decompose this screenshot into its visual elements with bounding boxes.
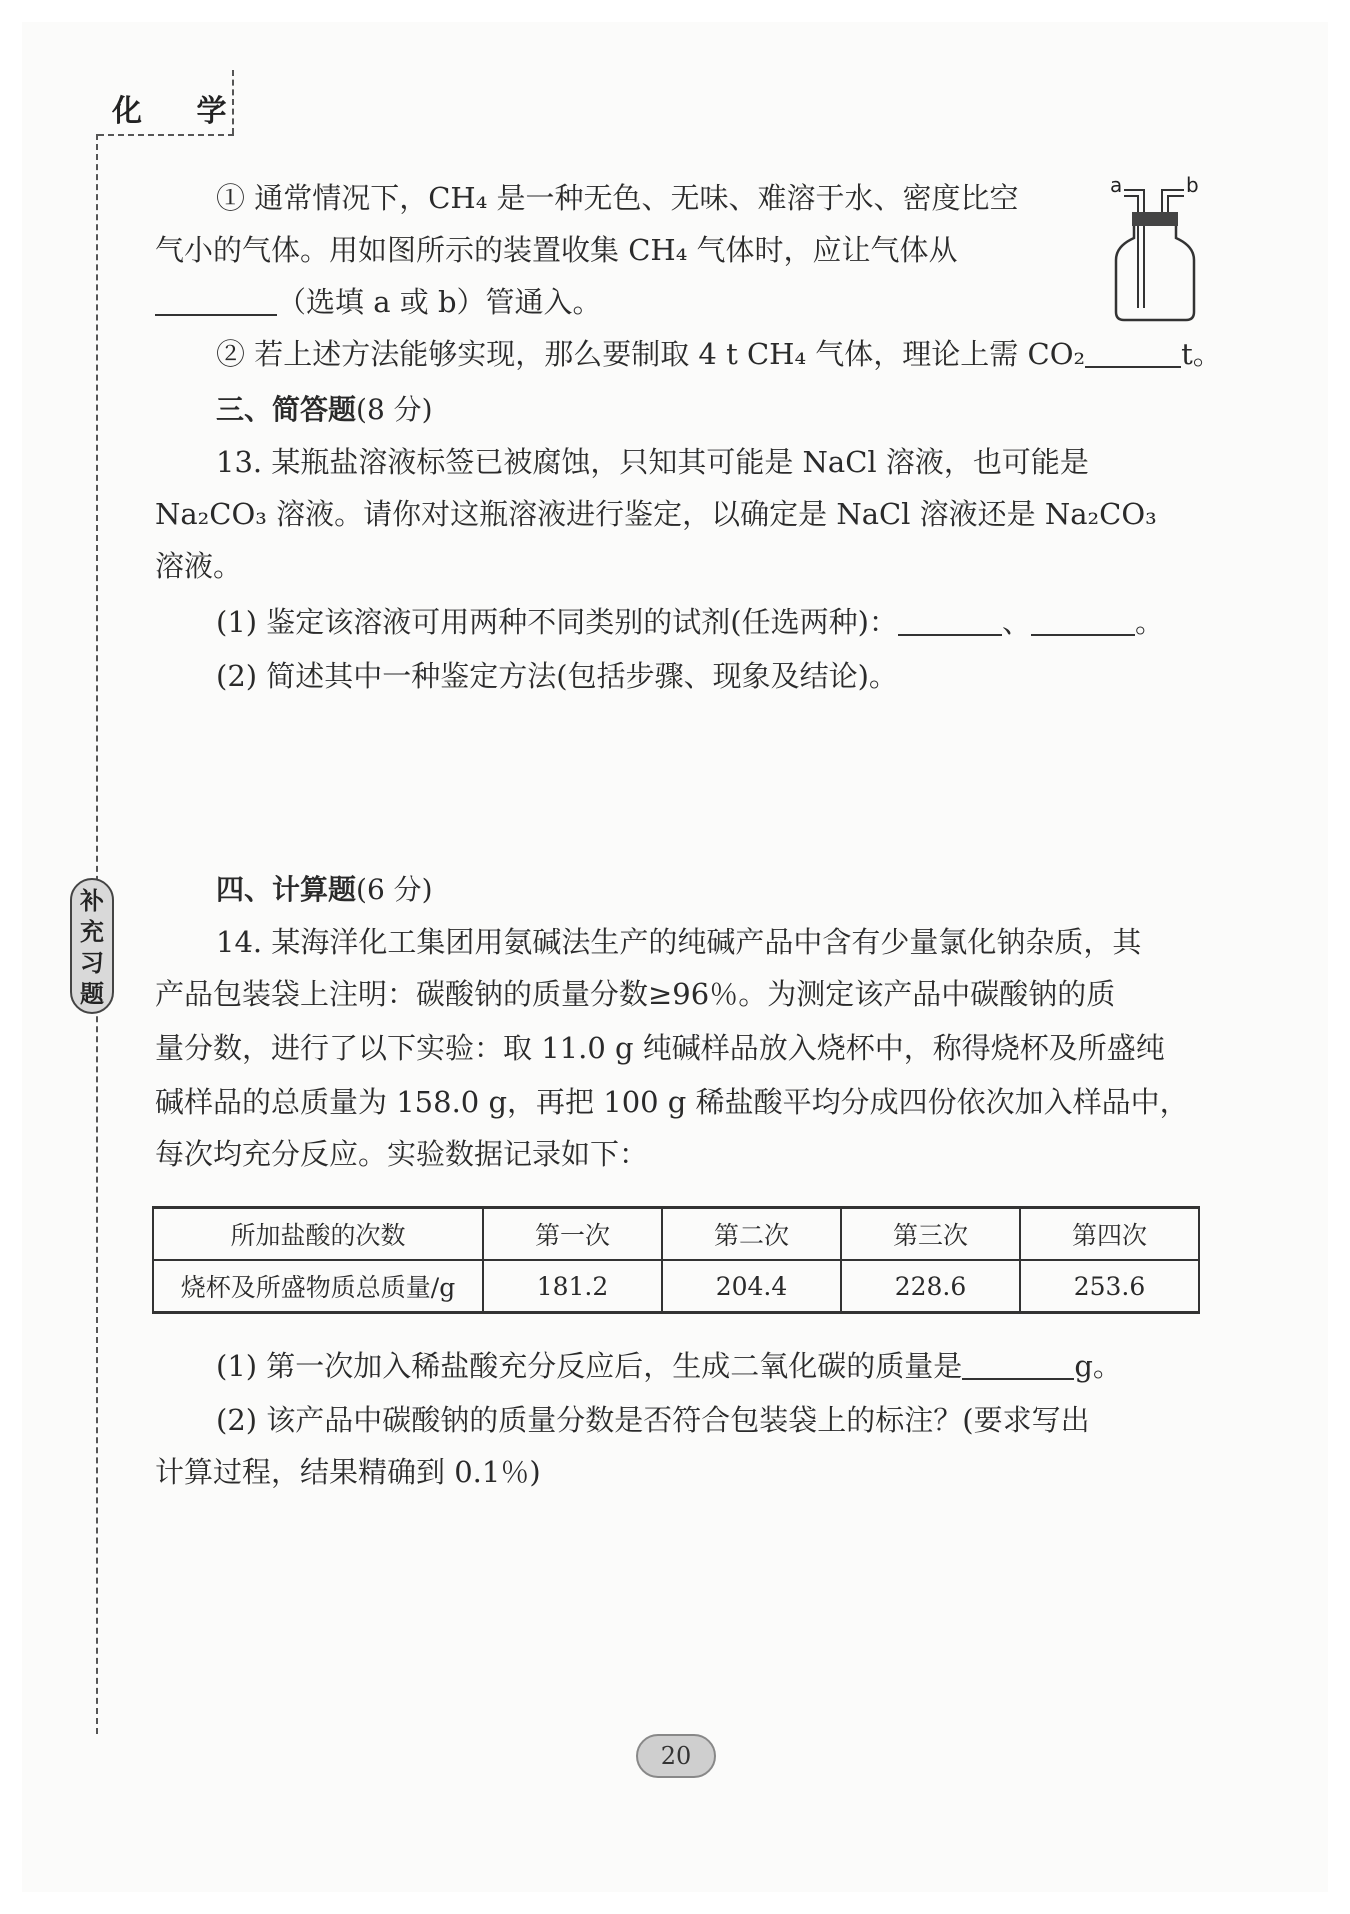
- q14-line2: 产品包装袋上注明：碳酸钠的质量分数≥96％。为测定该产品中碳酸钠的质: [155, 977, 1116, 1011]
- section-3-title-text: 三、简答题: [216, 393, 357, 426]
- q12-part2-unit: t。: [1181, 337, 1222, 371]
- q14-line1: 14. 某海洋化工集团用氨碱法生产的纯碱产品中含有少量氯化钠杂质，其: [216, 925, 1142, 959]
- stopper: [1132, 212, 1178, 226]
- gas-bottle-figure: [1100, 176, 1210, 326]
- answer-blank[interactable]: [898, 608, 1002, 636]
- q13-sub2: (2) 简述其中一种鉴定方法(包括步骤、现象及结论)。: [216, 659, 898, 693]
- section-4-points: (6 分): [356, 873, 433, 906]
- header-divider-horizontal: [98, 134, 234, 136]
- subject-title: 化 学: [112, 94, 249, 129]
- table-header-row: [153, 1208, 1199, 1261]
- flask-label-b: b: [1186, 176, 1199, 197]
- answer-blank[interactable]: [1085, 340, 1181, 368]
- section-3-title: [216, 388, 433, 428]
- q13-line2: Na₂CO₃ 溶液。请你对这瓶溶液进行鉴定，以确定是 NaCl 溶液还是 Na₂CO₃: [155, 497, 1157, 531]
- table-header-cell: 第四次: [1020, 1208, 1199, 1261]
- section-4-title: [216, 868, 433, 908]
- table-cell: 204.4: [662, 1260, 841, 1313]
- data-table: [152, 1206, 1200, 1314]
- q14-sub1-text: (1) 第一次加入稀盐酸充分反应后，生成二氧化碳的质量是: [216, 1349, 963, 1383]
- header-divider-vertical: [232, 70, 234, 134]
- table-row: [153, 1260, 1199, 1313]
- table-cell: 烧杯及所盛物质总质量/g: [153, 1260, 483, 1313]
- side-tab-label: 补充习题: [80, 887, 104, 1008]
- answer-blank[interactable]: [1031, 608, 1135, 636]
- section-4-title-text: 四、计算题: [216, 873, 357, 906]
- q12-part1-line3: [155, 280, 602, 321]
- table-cell: 181.2: [483, 1260, 662, 1313]
- q14-sub1: [216, 1344, 1122, 1385]
- flask-label-a: a: [1110, 176, 1123, 197]
- q12-part1-line2: 气小的气体。用如图所示的装置收集 CH₄ 气体时，应让气体从: [155, 233, 958, 267]
- q13-sub1-end: 。: [1134, 605, 1164, 639]
- table-cell: 228.6: [841, 1260, 1020, 1313]
- answer-blank[interactable]: [962, 1352, 1074, 1380]
- table-header-cell: 所加盐酸的次数: [153, 1208, 483, 1261]
- tube-a: [1124, 190, 1144, 308]
- q13-sub1-separator: 、: [1001, 605, 1031, 639]
- q14-line3: 量分数，进行了以下实验：取 11.0 g 纯碱样品放入烧杯中，称得烧杯及所盛纯: [155, 1031, 1165, 1065]
- q14-line5: 每次均充分反应。实验数据记录如下：: [155, 1137, 649, 1171]
- q14-line4: 碱样品的总质量为 158.0 g，再把 100 g 稀盐酸平均分成四份依次加入样品中，: [155, 1085, 1189, 1119]
- table-header-cell: 第三次: [841, 1208, 1020, 1261]
- q13-line1: 13. 某瓶盐溶液标签已被腐蚀，只知其可能是 NaCl 溶液，也可能是: [216, 445, 1089, 479]
- table-header-cell: 第一次: [483, 1208, 662, 1261]
- table-cell: 253.6: [1020, 1260, 1199, 1313]
- q13-sub1-text: (1) 鉴定该溶液可用两种不同类别的试剂(任选两种)：: [216, 605, 898, 639]
- q13-line3: 溶液。: [155, 549, 243, 583]
- q14-sub2-line1: (2) 该产品中碳酸钠的质量分数是否符合包装袋上的标注？(要求写出: [216, 1403, 1090, 1437]
- answer-blank[interactable]: [155, 288, 277, 316]
- q12-part1-line1: ① 通常情况下，CH₄ 是一种无色、无味、难溶于水、密度比空: [216, 181, 1019, 215]
- side-tab: [70, 878, 114, 1014]
- q12-part2-text: ② 若上述方法能够实现，那么要制取 4 t CH₄ 气体，理论上需 CO₂: [216, 337, 1086, 371]
- page-number: 20: [636, 1734, 716, 1778]
- bottle: [1116, 226, 1194, 320]
- q14-sub2-line2: 计算过程，结果精确到 0.1％): [155, 1455, 541, 1489]
- q12-part2: [216, 332, 1222, 373]
- section-3-points: (8 分): [356, 393, 433, 426]
- q13-sub1: [216, 600, 1164, 641]
- table-header-cell: 第二次: [662, 1208, 841, 1261]
- q12-part1-line3-text: （选填 a 或 b）管通入。: [277, 285, 602, 319]
- q14-sub1-unit: g。: [1074, 1349, 1122, 1383]
